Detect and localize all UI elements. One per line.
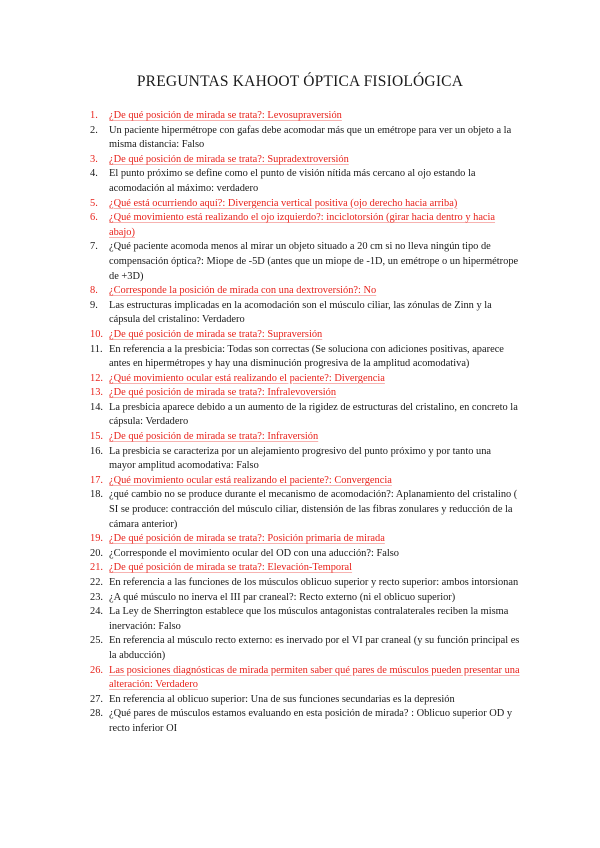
item-number: 2.: [90, 124, 98, 136]
item-number: 28.: [90, 708, 103, 720]
item-text: ¿Qué paciente acomoda menos al mirar un objeto situado a 20 cm si no lleva ningún tipo de compensación óptica?: Miope de -5D (antes que un miope de -1D, un emétrope o un hipermétrope de +3D): [109, 241, 519, 282]
item-text: ¿Qué movimiento está realizando el ojo izquierdo?: inciclotorsión (girar hacia dentro y hacia abajo): [109, 212, 496, 238]
list-item: [90, 707, 520, 736]
list-item: [90, 124, 520, 153]
item-text: La presbicia aparece debido a un aumento de la rigidez de estructuras del cristalino, en concreto la cápsula: Verdadero: [109, 401, 518, 428]
item-number: 15.: [90, 431, 103, 443]
item-number: 27.: [90, 693, 103, 705]
list-item: [90, 109, 520, 124]
list-item: [90, 693, 520, 708]
item-text: ¿De qué posición de mirada se trata?: Supradextroversión: [109, 153, 349, 165]
item-text: ¿Corresponde la posición de mirada con una dextroversión?: No: [109, 285, 377, 297]
list-item: [90, 343, 520, 372]
item-text: En referencia a la presbicia: Todas son correctas (Se soluciona con adiciones positivas, aparece antes en hipermétropes y hay una disminución progresiva de la amplitud acomodativa): [109, 343, 504, 370]
item-text: ¿Corresponde el movimiento ocular del OD con una aducción?: Falso: [109, 547, 399, 559]
item-number: 8.: [90, 285, 98, 297]
item-text: ¿Qué movimiento ocular está realizando el paciente?: Divergencia: [109, 372, 385, 384]
list-item: [90, 605, 520, 634]
list-item: [90, 284, 520, 299]
list-item: [90, 167, 520, 196]
item-number: 18.: [90, 489, 103, 501]
item-number: 14.: [90, 401, 103, 413]
item-number: 20.: [90, 547, 103, 559]
list-item: [90, 474, 520, 489]
item-text: ¿Qué está ocurriendo aquí?: Divergencia vertical positiva (ojo derecho hacia arriba): [109, 197, 458, 209]
item-text: ¿De qué posición de mirada se trata?: Elevación-Temporal: [109, 562, 353, 574]
item-number: 1.: [90, 110, 98, 121]
list-item: [90, 445, 520, 474]
item-number: 25.: [90, 635, 103, 647]
item-text: ¿Qué movimiento ocular está realizando el paciente?: Convergencia: [109, 474, 392, 486]
item-text: ¿A qué músculo no inerva el III par craneal?: Recto externo (ni el oblicuo superior): [109, 591, 456, 603]
item-text: En referencia al músculo recto externo: es inervado por el VI par craneal (y su función principal es la abducción): [109, 635, 520, 661]
item-number: 24.: [90, 606, 103, 618]
item-number: 5.: [90, 197, 98, 209]
list-item: [90, 664, 520, 693]
item-text: La presbicia se caracteriza por un alejamiento progresivo del punto próximo y por tanto una mayor amplitud acomodativa: Falso: [109, 445, 492, 472]
item-number: 19.: [90, 533, 103, 545]
item-text: El punto próximo se define como el punto de visión nítida más cercano al ojo estando la acomodación al máximo: verdadero: [109, 168, 476, 194]
list-item: [90, 532, 520, 547]
item-number: 12.: [90, 372, 103, 384]
item-number: 23.: [90, 591, 103, 603]
item-number: 6.: [90, 212, 98, 224]
item-text: ¿De qué posición de mirada se trata?: Posición primaria de mirada: [109, 533, 385, 545]
item-text: La Ley de Sherrington establece que los músculos antagonistas contralaterales reciben la misma inervación: Falso: [109, 606, 509, 632]
item-number: 3.: [90, 153, 98, 165]
item-number: 17.: [90, 474, 103, 486]
list-item: [90, 488, 520, 532]
list-item: [90, 634, 520, 663]
item-number: 26.: [90, 664, 103, 676]
document-title: PREGUNTAS KAHOOT ÓPTICA FISIOLÓGICA: [136, 73, 464, 90]
item-text: ¿qué cambio no se produce durante el mecanismo de acomodación?: Aplanamiento del cristalino ( SI se produce: contracción del músculo ciliar, distensión de las fibras zonulares y reducción de la cámara anterior): [109, 489, 518, 530]
item-text: ¿De qué posición de mirada se trata?: Infraversión: [109, 431, 319, 443]
list-item: [90, 386, 520, 401]
list-item: [90, 372, 520, 387]
item-number: 7.: [90, 241, 98, 253]
list-item: [90, 591, 520, 606]
item-text: Las posiciones diagnósticas de mirada permiten saber qué pares de músculos pueden presentar una alteración: Verdadero: [109, 664, 520, 691]
item-text: ¿Qué pares de músculos estamos evaluando en esta posición de mirada? : Oblicuo superior OD y recto inferior OI: [109, 708, 513, 734]
item-number: 21.: [90, 562, 103, 574]
list-item: [90, 299, 520, 328]
item-number: 4.: [90, 168, 98, 180]
list-item: [90, 430, 520, 445]
list-item: [90, 547, 520, 562]
list-item: [90, 211, 520, 240]
item-text: ¿De qué posición de mirada se trata?: Supraversión: [109, 328, 323, 340]
list-item: [90, 153, 520, 168]
item-number: 13.: [90, 387, 103, 399]
list-item: [90, 197, 520, 212]
item-number: 22.: [90, 577, 103, 588]
item-text: ¿De qué posición de mirada se trata?: Levosupraversión: [109, 110, 342, 121]
item-number: 11.: [90, 343, 103, 355]
list-item: [90, 240, 520, 284]
list-item: [90, 401, 520, 430]
item-number: 10.: [90, 328, 103, 340]
list-item: [90, 576, 520, 591]
item-number: 16.: [90, 445, 103, 457]
question-list: [90, 109, 520, 737]
list-item: [90, 328, 520, 343]
item-text: En referencia al oblicuo superior: Una de sus funciones secundarias es la depresión: [109, 693, 455, 705]
item-text: ¿De qué posición de mirada se trata?: Infralevoversión: [109, 387, 337, 399]
list-item: [90, 561, 520, 576]
item-text: Un paciente hipermétrope con gafas debe acomodar más que un emétrope para ver un objeto a la misma distancia: Falso: [109, 124, 512, 151]
item-text: Las estructuras implicadas en la acomodación son el músculo ciliar, las zónulas de Zinn y la cápsula del cristalino: Verdadero: [109, 299, 492, 326]
item-text: En referencia a las funciones de los músculos oblicuo superior y recto superior: ambos intorsionan: [109, 577, 519, 588]
item-number: 9.: [90, 299, 98, 311]
